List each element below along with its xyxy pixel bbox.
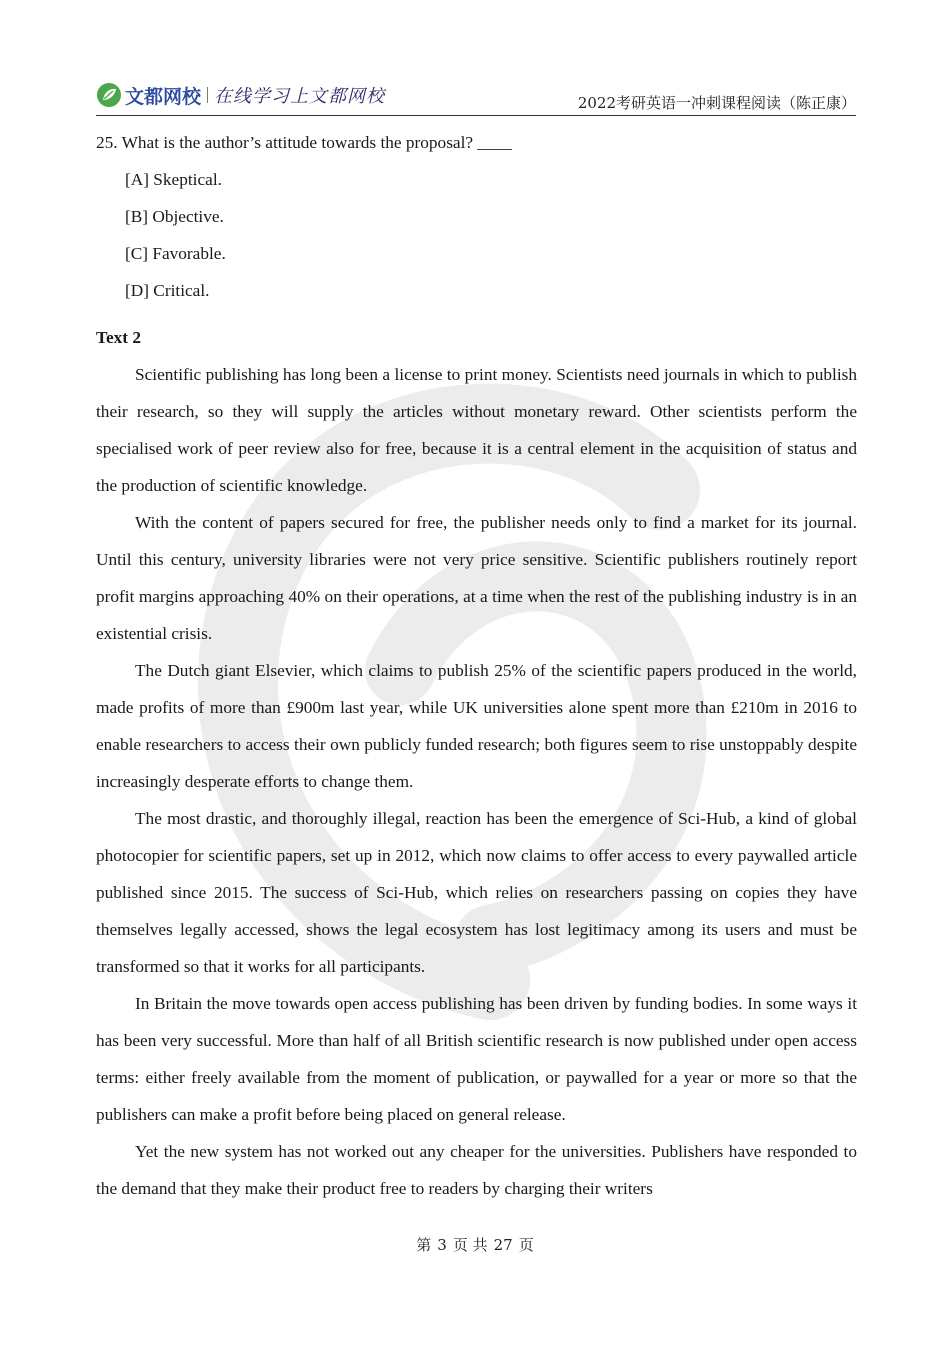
paragraph-4: The most drastic, and thoroughly illegal, reaction has been the emergence of Sci-Hub, a kind of global photocopier for scientific papers, set up in 2012, which now claims to offer access to every paywalled article published since 2015. The success of Sci-Hub, which relies on researchers passing on copies they have themselves legally accessed, shows the legal ecosystem has lost legitimacy among its users and must be transformed so that it works for all participants. <box>96 809 857 976</box>
paragraph-3: The Dutch giant Elsevier, which claims to publish 25% of the scientific papers produced in the world, made profits of more than £900m last year, while UK universities alone spent more than £210m in 2016 to enable researchers to access their own publicly funded research; both figures seem to rise unstoppably despite increasingly desperate efforts to change them. <box>96 661 857 791</box>
paragraph-6: Yet the new system has not worked out any cheaper for the universities. Publishers have responded to the demand that they make their product free to readers by charging their writers <box>96 1142 857 1198</box>
footer-total-pages: 27 <box>493 1236 513 1254</box>
paragraph-5: In Britain the move towards open access publishing has been driven by funding bodies. In some ways it has been very successful. More than half of all British scientific research is now published under open access terms: either freely available from the moment of publication, or paywalled for a year or more so that the publishers can make a profit before being placed on general release. <box>96 994 857 1124</box>
brand-slogan: 在线学习上文都网校 <box>214 86 386 107</box>
option-a: [A] Skeptical. <box>125 170 222 189</box>
footer-suffix: 页 <box>518 1236 534 1254</box>
page-content <box>96 124 857 1207</box>
question-stem: 25. What is the author’s attitude towards the proposal? ____ <box>96 133 512 152</box>
footer-mid: 页 共 <box>452 1236 488 1254</box>
footer-prefix: 第 <box>416 1236 432 1254</box>
logo-divider <box>207 87 208 103</box>
footer-page-number: 3 <box>437 1236 447 1254</box>
brand-logo <box>96 80 385 110</box>
header-divider <box>96 115 856 116</box>
text-heading: Text 2 <box>96 328 141 347</box>
paragraph-1: Scientific publishing has long been a license to print money. Scientists need journals in which to publish their research, so they will supply the articles without monetary reward. Other scientists perform the specialised work of peer review also for free, because it is a central element in the acquisition of status and the production of scientific knowledge. <box>96 365 857 495</box>
option-c: [C] Favorable. <box>125 244 226 263</box>
leaf-logo-icon <box>96 82 122 108</box>
paragraph-2: With the content of papers secured for free, the publisher needs only to find a market for its journal. Until this century, university libraries were not very price sensitive. Scientific publishers routinely report profit margins approaching 40% on their operations, at a time when the rest of the publishing industry is in an existential crisis. <box>96 513 857 643</box>
page-footer <box>0 1234 950 1255</box>
option-d: [D] Critical. <box>125 281 210 300</box>
option-b: [B] Objective. <box>125 207 224 226</box>
course-title: 2022考研英语一冲刺课程阅读（陈正康） <box>577 94 856 112</box>
brand-name: 文都网校 <box>125 85 202 108</box>
page-header <box>96 76 856 116</box>
